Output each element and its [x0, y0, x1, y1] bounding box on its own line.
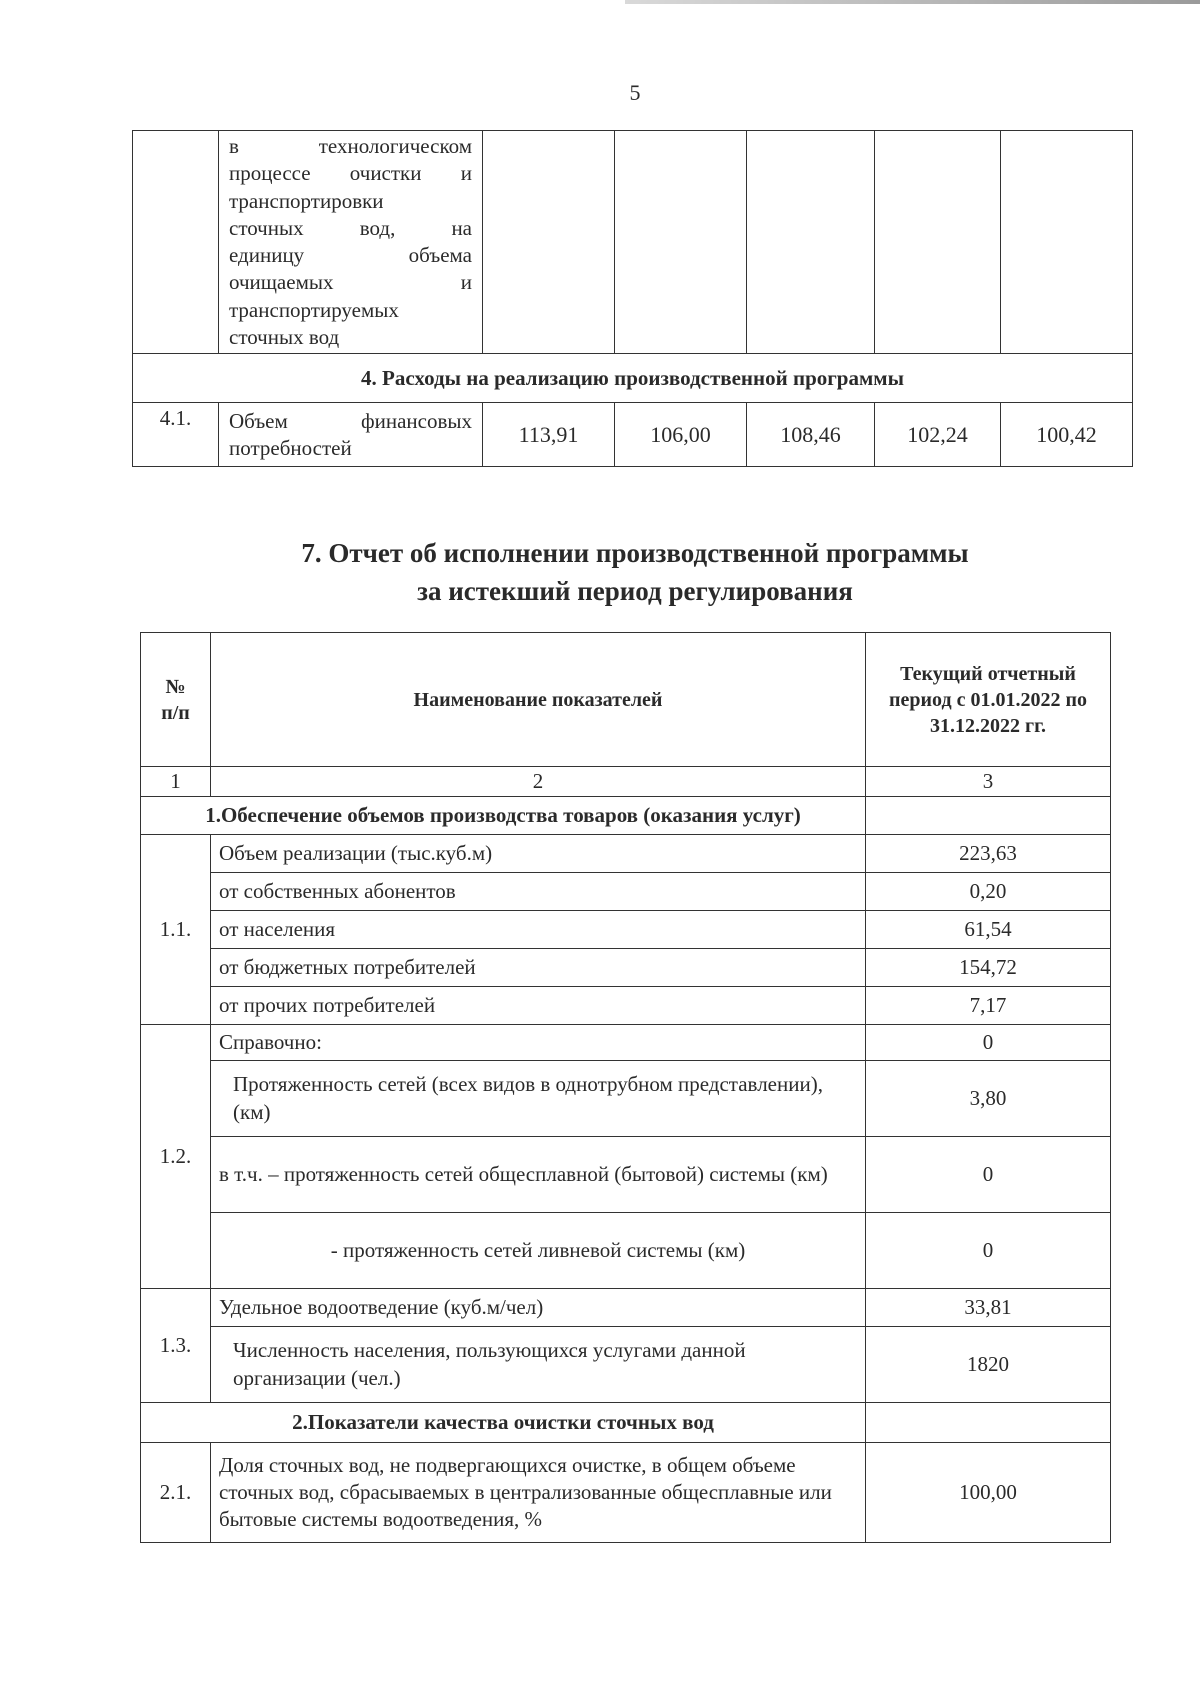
empty-cell: [747, 131, 875, 354]
text-line: процессе очистки и: [229, 161, 472, 186]
row-4-1-value-2: 106,00: [615, 403, 747, 467]
empty-cell: [875, 131, 1001, 354]
row-name: Справочно:: [211, 1025, 866, 1061]
table-row: [141, 1327, 1111, 1403]
row-value: 0: [866, 1213, 1111, 1289]
table-row: [141, 1213, 1111, 1289]
table-row: [141, 1289, 1111, 1327]
row-value: 154,72: [866, 949, 1111, 987]
row-4-1-value-3: 108,46: [747, 403, 875, 467]
text-line: единицу объема: [229, 243, 472, 268]
header-name: Наименование показателей: [211, 633, 866, 767]
row-value: 223,63: [866, 835, 1111, 873]
col-number-2: 2: [211, 767, 866, 797]
section-1-row: [141, 797, 1111, 835]
section-1-title: 1.Обеспечение объемов производства товаров (оказания услуг): [141, 797, 866, 835]
table-row: [141, 1443, 1111, 1543]
col-number-3: 3: [866, 767, 1111, 797]
table-row: [141, 835, 1111, 873]
table-row: [141, 873, 1111, 911]
row-value: 3,80: [866, 1061, 1111, 1137]
table-row: [141, 1137, 1111, 1213]
row-2-1-value: 100,00: [866, 1443, 1111, 1543]
row-4-1-name-line2: потребностей: [229, 435, 352, 460]
row-value: 0,20: [866, 873, 1111, 911]
table-row: [141, 949, 1111, 987]
row-name: от бюджетных потребителей: [211, 949, 866, 987]
continued-table: [132, 130, 1133, 467]
row-2-1-num: 2.1.: [141, 1443, 211, 1543]
group-1-2-num: 1.2.: [141, 1025, 211, 1289]
table-row: [141, 911, 1111, 949]
continued-text-cell: [219, 131, 483, 354]
row-value: 33,81: [866, 1289, 1111, 1327]
heading-line-1: 7. Отчет об исполнении производственной программы: [301, 538, 969, 568]
report-heading: [0, 535, 1200, 611]
row-name: Численность населения, пользующихся услугами данной организации (чел.): [211, 1327, 866, 1403]
empty-cell: [483, 131, 615, 354]
continued-row: [133, 131, 1133, 354]
section-1-empty: [866, 797, 1111, 835]
report-table: [140, 632, 1111, 1543]
col-number-1: 1: [141, 767, 211, 797]
text-line: сточных вод, на: [229, 215, 472, 240]
section-4-row: [133, 354, 1133, 403]
row-name: от собственных абонентов: [211, 873, 866, 911]
row-2-1-name: Доля сточных вод, не подвергающихся очистке, в общем объеме сточных вод, сбрасываемых в централизованные общесплавные или бытовые системы водоотведения, %: [211, 1443, 866, 1543]
section-2-title: 2.Показатели качества очистки сточных вод: [141, 1403, 866, 1443]
continued-num-cell: [133, 131, 219, 354]
row-4-1-num: 4.1.: [133, 403, 219, 467]
row-name: Протяженность сетей (всех видов в однотрубном представлении), (км): [211, 1061, 866, 1137]
row-value: 1820: [866, 1327, 1111, 1403]
row-value: 7,17: [866, 987, 1111, 1025]
row-value: 0: [866, 1137, 1111, 1213]
row-4-1: [133, 403, 1133, 467]
text-line: транспортируемых: [229, 297, 399, 322]
table-row: [141, 987, 1111, 1025]
table-row: [141, 1025, 1111, 1061]
row-value: 0: [866, 1025, 1111, 1061]
table-row: [141, 1061, 1111, 1137]
section-2-empty: [866, 1403, 1111, 1443]
text-line: в технологическом: [229, 134, 472, 158]
row-name: от населения: [211, 911, 866, 949]
row-4-1-value-1: 113,91: [483, 403, 615, 467]
scan-edge-line: [625, 0, 1200, 4]
page-number: 5: [629, 80, 641, 105]
row-4-1-value-4: 102,24: [875, 403, 1001, 467]
text-line: транспортировки: [229, 188, 384, 213]
row-name: в т.ч. – протяженность сетей общесплавной (бытовой) системы (км): [211, 1137, 866, 1213]
empty-cell: [1001, 131, 1133, 354]
header-num: № п/п: [141, 633, 211, 767]
row-4-1-name-line1: Объем финансовых: [229, 408, 472, 433]
group-1-1-num: 1.1.: [141, 835, 211, 1025]
empty-cell: [615, 131, 747, 354]
heading-line-2: за истекший период регулирования: [417, 575, 853, 606]
header-row: [141, 633, 1111, 767]
text-line: сточных вод: [229, 325, 340, 350]
row-name: Удельное водоотведение (куб.м/чел): [211, 1289, 866, 1327]
section-4-title: 4. Расходы на реализацию производственной программы: [133, 354, 1133, 403]
header-period: Текущий отчетный период с 01.01.2022 по 31.12.2022 гг.: [866, 633, 1111, 767]
column-numbers-row: [141, 767, 1111, 797]
section-2-row: [141, 1403, 1111, 1443]
row-name: - протяженность сетей ливневой системы (км): [211, 1213, 866, 1289]
row-name: Объем реализации (тыс.куб.м): [211, 835, 866, 873]
row-4-1-name: [219, 403, 483, 467]
text-line: очищаемых и: [229, 270, 472, 295]
row-name: от прочих потребителей: [211, 987, 866, 1025]
row-value: 61,54: [866, 911, 1111, 949]
row-4-1-value-5: 100,42: [1001, 403, 1133, 467]
group-1-3-num: 1.3.: [141, 1289, 211, 1403]
